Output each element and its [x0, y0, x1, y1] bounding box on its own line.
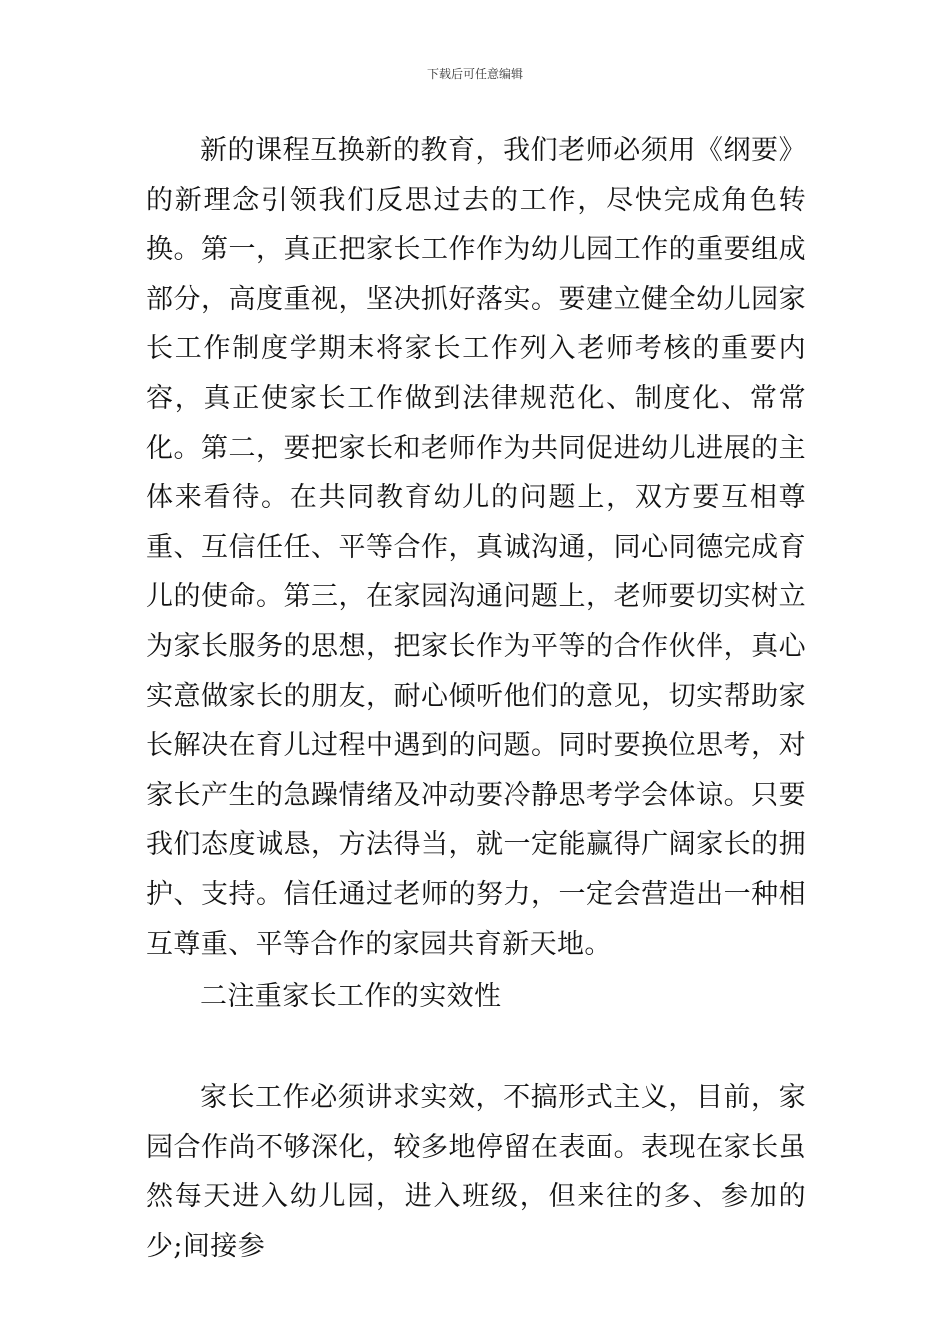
body-paragraph-2: 家长工作必须讲求实效，不搞形式主义，目前，家园合作尚不够深化，较多地停留在表面。表现在家长虽然每天进入幼儿园，进入班级，但来往的多、参加的少;间接参 — [146, 1082, 806, 1262]
section-heading: 二注重家长工作的实效性 — [200, 981, 502, 1012]
page-header: 下载后可任意编辑 — [426, 67, 523, 81]
body-paragraph-1: 新的课程互换新的教育，我们老师必须用《纲要》的新理念引领我们反思过去的工作，尽快完成角色转换。第一，真正把家长工作作为幼儿园工作的重要组成部分，高度重视，坚决抓好落实。要建立健全幼儿园家长工作制度学期末将家长工作列入老师考核的重要内容，真正使家长工作做到法律规范化、制度化、常常化。第二，要把家长和老师作为共同促进幼儿进展的主体来看待。在共同教育幼儿的问题上，双方要互相尊重、互信任任、平等合作，真诚沟通，同心同德完成育儿的使命。第三，在家园沟通问题上，老师要切实树立为家长服务的思想，把家长作为平等的合作伙伴，真心实意做家长的朋友，耐心倾听他们的意见，切实帮助家长解决在育儿过程中遇到的问题。同时要换位思考，对家长产生的急躁情绪及冲动要冷静思考学会体谅。只要我们态度诚恳，方法得当，就一定能赢得广阔家长的拥护、支持。信任通过老师的努力，一定会营造出一种相互尊重、平等合作的家园共育新天地。 — [146, 135, 806, 960]
